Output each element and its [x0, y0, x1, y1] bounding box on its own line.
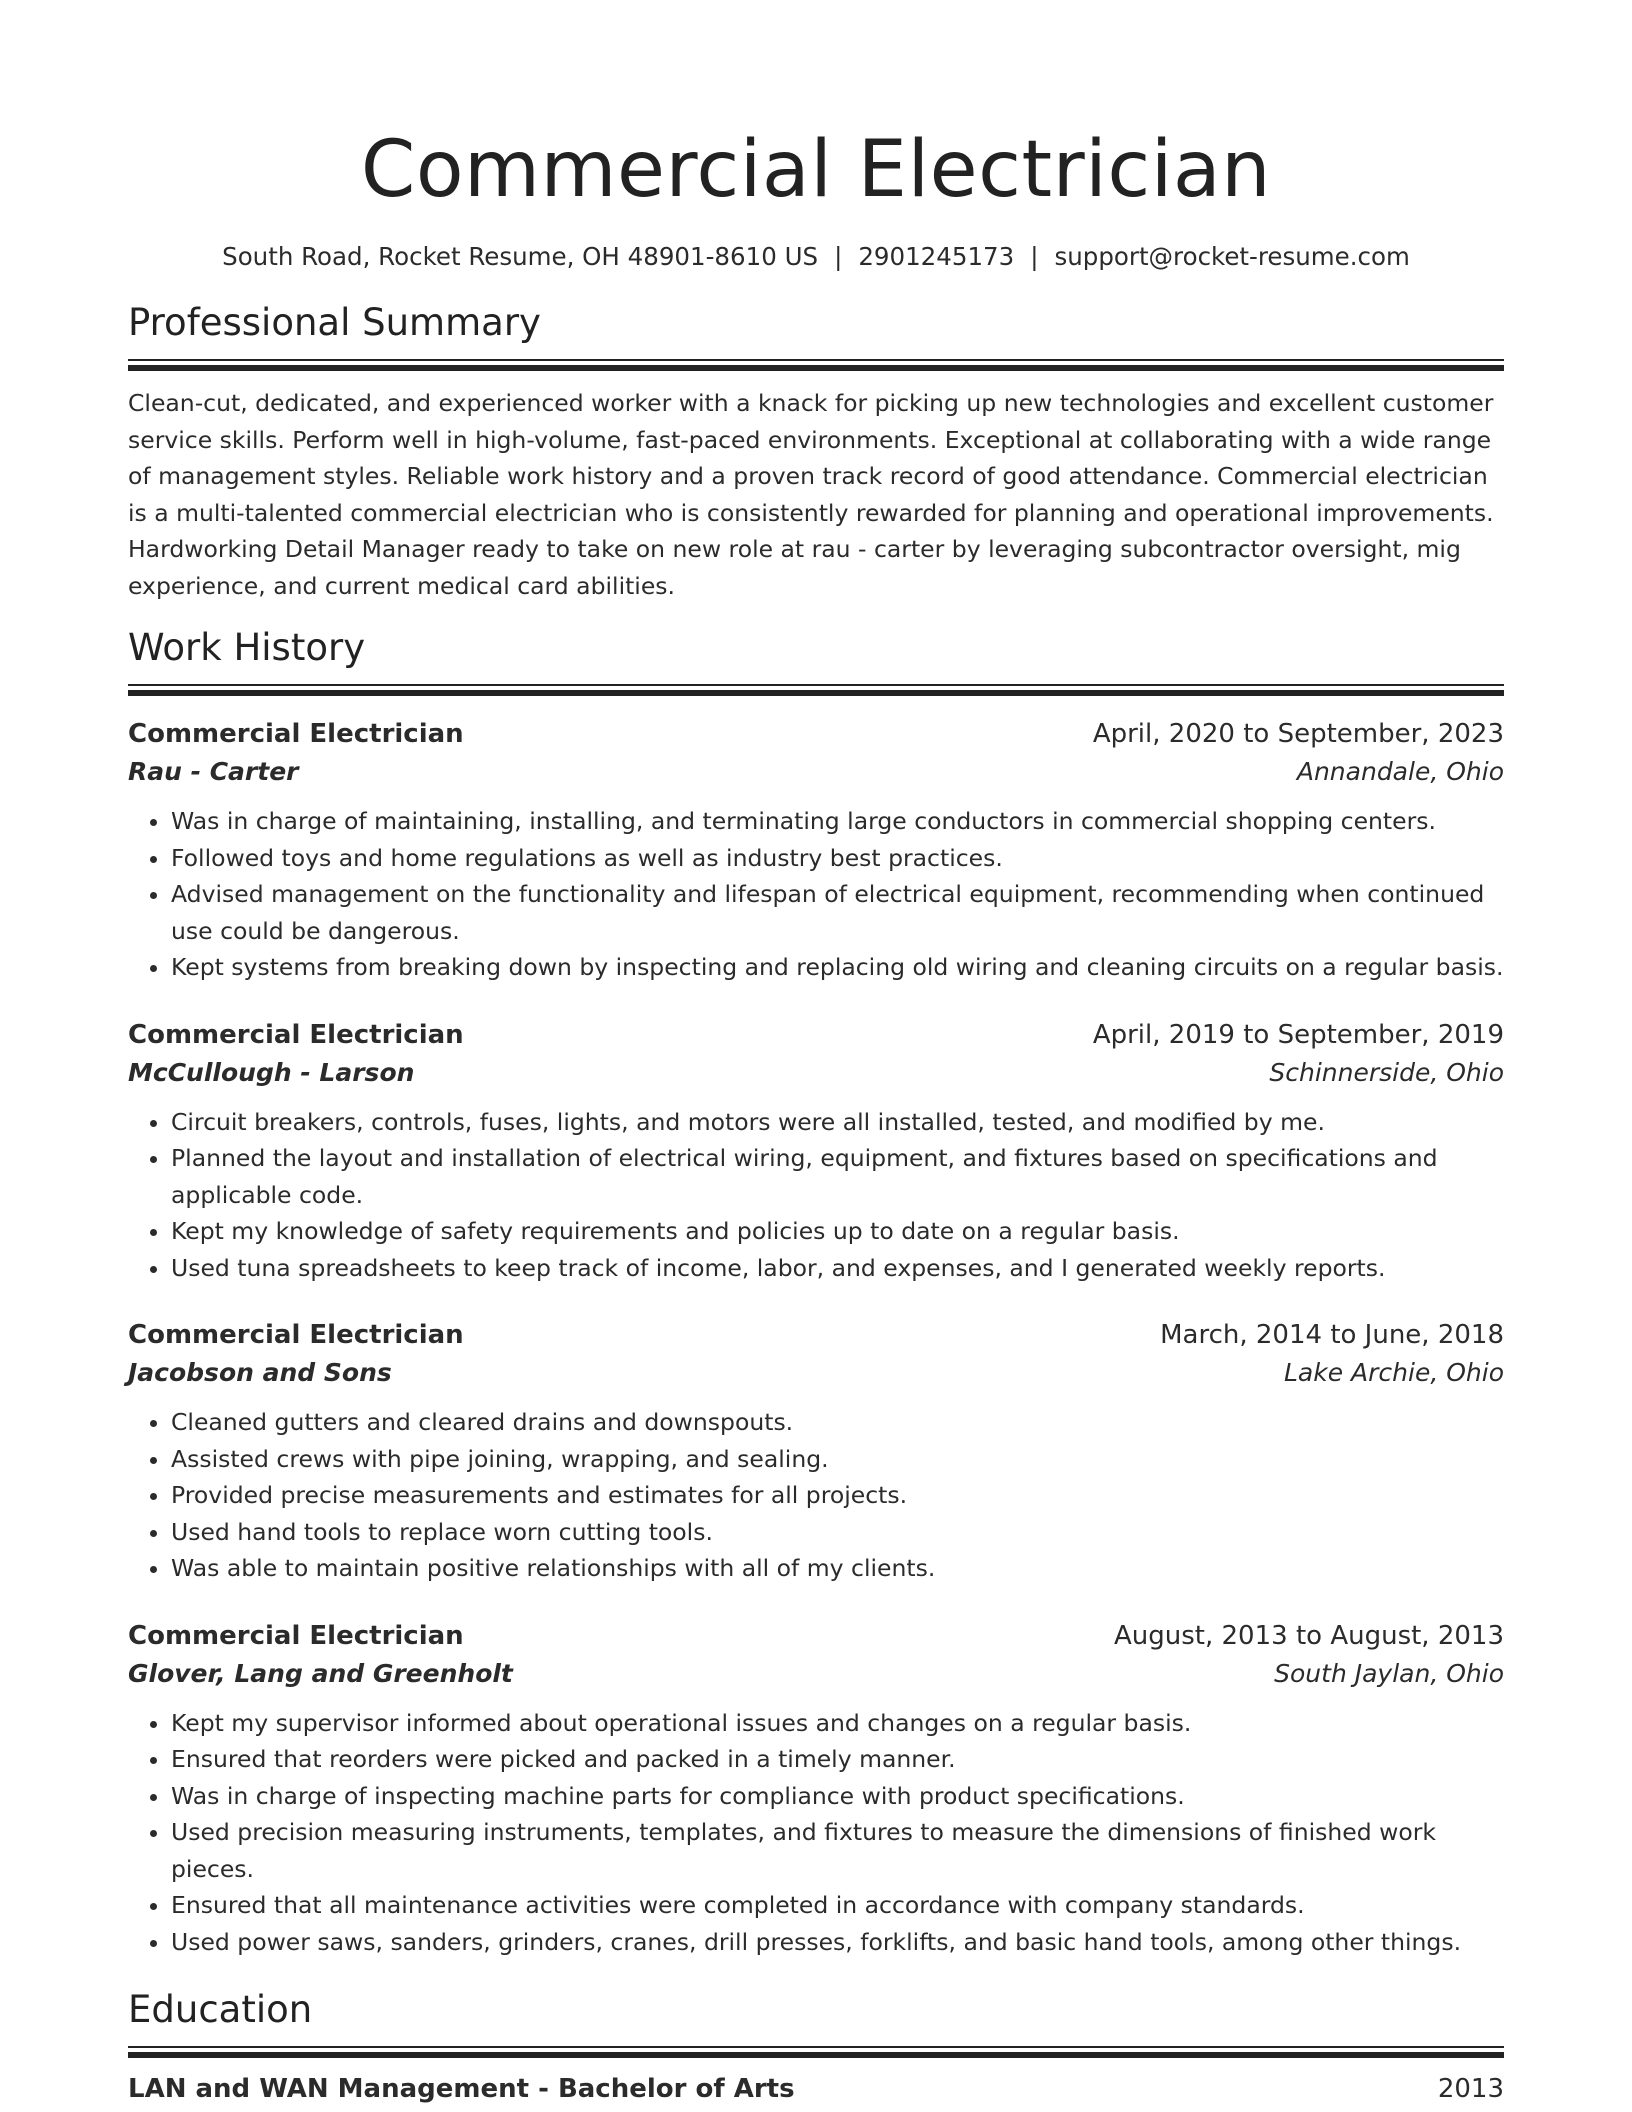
candidate-name: Commercial Electrician: [360, 125, 1272, 215]
section-title-education: Education: [128, 1988, 313, 2031]
list-item: • Kept my supervisor informed about operational issues and changes on a regular basis.: [171, 1705, 1504, 1742]
job-entry: [128, 1316, 1504, 1587]
job-company: McCullough - Larson: [128, 1057, 415, 1087]
job-title: Commercial Electrician: [128, 1320, 464, 1350]
job-bullets: [128, 1104, 1504, 1287]
education-degree: LAN and WAN Management - Bachelor of Arts: [128, 2074, 795, 2104]
list-item: • Provided precise measurements and estimates for all projects.: [171, 1477, 1504, 1514]
job-location: Schinnerside, Ohio: [1269, 1057, 1504, 1087]
contact-line: [128, 240, 1504, 274]
list-item: • Used tuna spreadsheets to keep track of income, labor, and expenses, and I generated weekly reports.: [171, 1250, 1504, 1287]
list-item: • Was in charge of inspecting machine parts for compliance with product specifications.: [171, 1778, 1504, 1815]
section-title-summary: Professional Summary: [128, 301, 541, 344]
section-divider: [128, 359, 1504, 371]
job-company: Jacobson and Sons: [128, 1358, 392, 1387]
list-item: • Used hand tools to replace worn cutting tools.: [171, 1514, 1504, 1551]
job-dates: August, 2013 to August, 2013: [1114, 1620, 1504, 1651]
section-title-work-history: Work History: [128, 626, 366, 669]
contact-separator: |: [1030, 242, 1039, 271]
job-title: Commercial Electrician: [128, 1019, 464, 1050]
education-year: 2013: [1437, 2074, 1504, 2104]
job-title: Commercial Electrician: [128, 719, 464, 749]
address: South Road, Rocket Resume, OH 48901-8610 US: [222, 242, 819, 271]
education-entry: [128, 2070, 1504, 2108]
list-item: • Circuit breakers, controls, fuses, lights, and motors were all installed, tested, and modified by me.: [171, 1104, 1504, 1141]
job-dates: April, 2019 to September, 2019: [1092, 1019, 1504, 1050]
job-bullets: [128, 803, 1504, 986]
list-item: • Used power saws, sanders, grinders, cranes, drill presses, forklifts, and basic hand tools, among other things.: [171, 1924, 1504, 1961]
job-dates: March, 2014 to June, 2018: [1160, 1320, 1504, 1350]
job-bullets: [128, 1705, 1504, 1961]
phone: 2901245173: [858, 242, 1015, 271]
list-item: • Ensured that reorders were picked and packed in a timely manner.: [171, 1741, 1504, 1778]
job-location: South Jaylan, Ohio: [1274, 1658, 1504, 1688]
list-item: • Kept my knowledge of safety requirements and policies up to date on a regular basis.: [171, 1213, 1504, 1250]
list-item: • Cleaned gutters and cleared drains and downspouts.: [171, 1404, 1504, 1441]
list-item: • Kept systems from breaking down by inspecting and replacing old wiring and cleaning circuits on a regular basis.: [171, 949, 1504, 986]
job-entry: [128, 715, 1504, 986]
job-location: Lake Archie, Ohio: [1283, 1358, 1504, 1387]
section-divider: [128, 2046, 1504, 2058]
work-history-list: [128, 715, 1504, 1960]
email: support@rocket-resume.com: [1054, 242, 1410, 271]
job-location: Annandale, Ohio: [1296, 757, 1504, 786]
job-entry: [128, 1016, 1504, 1287]
job-entry: [128, 1617, 1504, 1961]
section-divider: [128, 684, 1504, 696]
list-item: • Followed toys and home regulations as well as industry best practices.: [171, 840, 1504, 877]
list-item: • Assisted crews with pipe joining, wrapping, and sealing.: [171, 1441, 1504, 1478]
job-dates: April, 2020 to September, 2023: [1092, 719, 1504, 749]
resume-page: [128, 0, 1504, 2108]
list-item: • Was in charge of maintaining, installing, and terminating large conductors in commercial shopping centers.: [171, 803, 1504, 840]
contact-separator: |: [834, 242, 843, 271]
job-bullets: [128, 1404, 1504, 1587]
list-item: • Planned the layout and installation of electrical wiring, equipment, and fixtures based on specifications and applicable code.: [171, 1140, 1504, 1213]
list-item: • Advised management on the functionality and lifespan of electrical equipment, recommending when continued use could be dangerous.: [171, 876, 1504, 949]
job-title: Commercial Electrician: [128, 1620, 464, 1651]
job-company: Rau - Carter: [128, 757, 299, 786]
list-item: • Used precision measuring instruments, templates, and fixtures to measure the dimensions of finished work pieces.: [171, 1814, 1504, 1887]
job-company: Glover, Lang and Greenholt: [128, 1658, 513, 1688]
list-item: • Was able to maintain positive relationships with all of my clients.: [171, 1550, 1504, 1587]
list-item: • Ensured that all maintenance activities were completed in accordance with company standards.: [171, 1887, 1504, 1924]
summary-text: Clean-cut, dedicated, and experienced worker with a knack for picking up new technologies and excellent customer service skills. Perform well in high-volume, fast-paced environments. Exceptional at collaborating with a wide range of management styles. Reliable work history and a proven track record of good attendance. Commercial electrician is a multi-talented commercial electrician who is consistently rewarded for planning and operational improvements. Hardworking Detail Manager ready to take on new role at rau - carter by leveraging subcontractor oversight, mig experience, and current medical card abilities.: [128, 389, 1494, 600]
